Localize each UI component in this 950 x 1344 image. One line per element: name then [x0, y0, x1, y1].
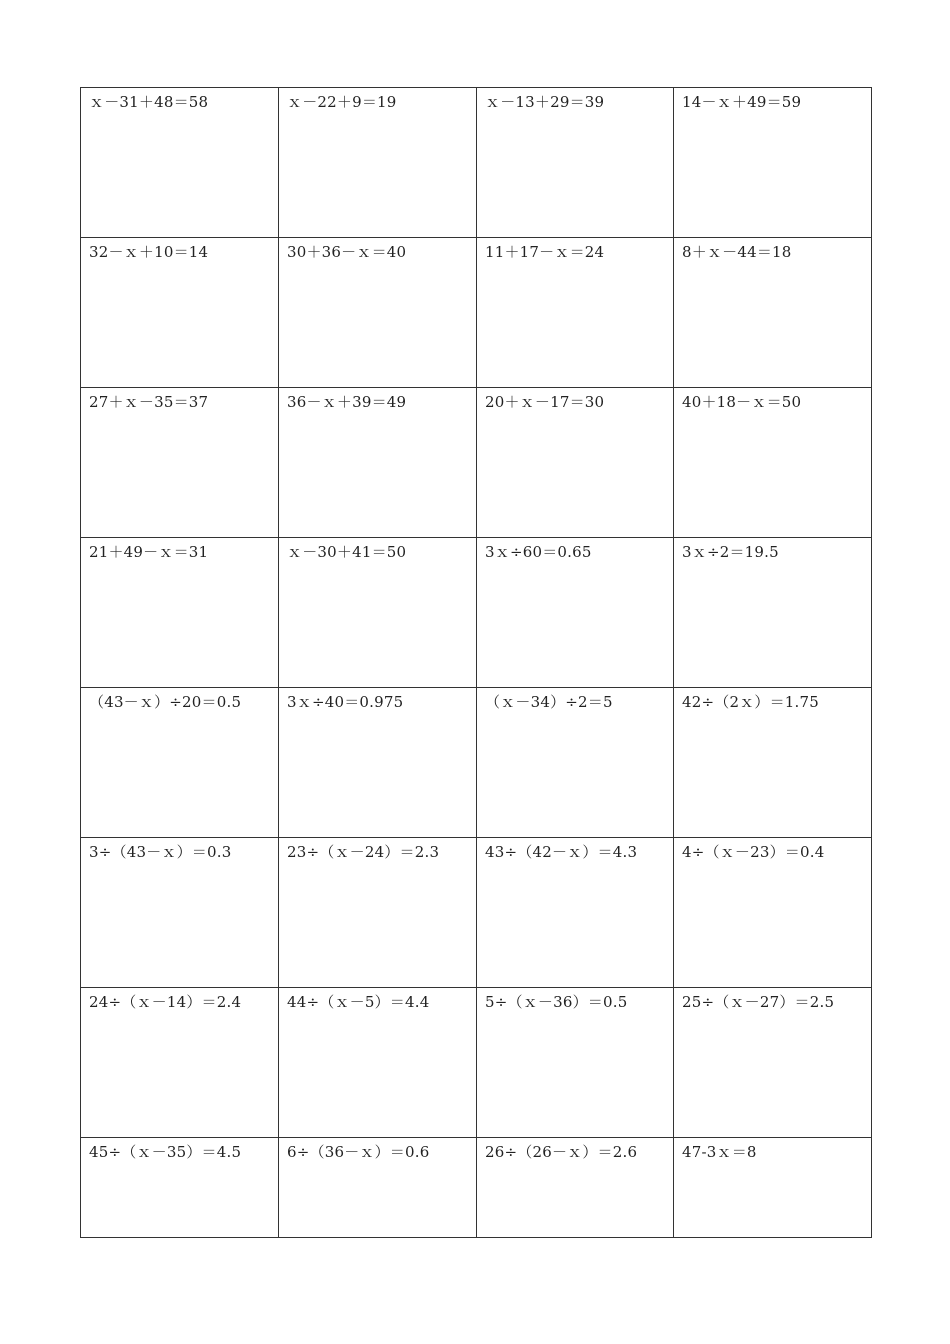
problem-cell	[279, 538, 477, 688]
problem-cell	[81, 988, 279, 1138]
equation-text: 30＋36－ｘ＝40	[287, 243, 407, 261]
problem-cell	[477, 838, 674, 988]
problem-cell	[81, 1138, 279, 1238]
problem-cell	[279, 388, 477, 538]
problem-cell	[477, 88, 674, 238]
problem-cell	[279, 238, 477, 388]
equation-text: 20＋ｘ－17＝30	[485, 393, 605, 411]
worksheet-row	[81, 988, 872, 1138]
equation-text: 6÷（36－ｘ）＝0.6	[287, 1143, 430, 1161]
problem-cell	[674, 538, 872, 688]
equation-text: 45÷（ｘ－35）＝4.5	[89, 1143, 242, 1161]
equation-text: （43－ｘ）÷20＝0.5	[89, 693, 242, 711]
equation-text: （ｘ－34）÷2＝5	[485, 693, 613, 711]
problem-cell	[81, 238, 279, 388]
problem-cell	[477, 388, 674, 538]
problem-cell	[279, 88, 477, 238]
problem-cell	[477, 688, 674, 838]
equation-text: 27＋ｘ－35＝37	[89, 393, 209, 411]
worksheet-row	[81, 838, 872, 988]
worksheet-row	[81, 388, 872, 538]
equation-text: 26÷（26－ｘ）＝2.6	[485, 1143, 638, 1161]
problem-cell	[477, 538, 674, 688]
problem-cell	[81, 688, 279, 838]
equation-text: 3÷（43－ｘ）＝0.3	[89, 843, 232, 861]
problem-cell	[279, 988, 477, 1138]
problem-cell	[674, 388, 872, 538]
equation-text: 11＋17－ｘ＝24	[485, 243, 605, 261]
equation-text: ｘ－31＋48＝58	[89, 93, 209, 111]
equation-text: 23÷（ｘ－24）＝2.3	[287, 843, 440, 861]
problem-cell	[477, 1138, 674, 1238]
problem-cell	[279, 1138, 477, 1238]
equation-text: 25÷（ｘ－27）＝2.5	[682, 993, 835, 1011]
problem-cell	[81, 838, 279, 988]
problem-cell	[674, 238, 872, 388]
problem-cell	[279, 688, 477, 838]
problem-cell	[81, 388, 279, 538]
problem-cell	[674, 88, 872, 238]
problem-cell	[477, 988, 674, 1138]
problem-cell	[674, 988, 872, 1138]
equation-text: 14－ｘ＋49＝59	[682, 93, 802, 111]
problem-cell	[674, 1138, 872, 1238]
equation-text: 40＋18－ｘ＝50	[682, 393, 802, 411]
equation-text: 32－ｘ＋10＝14	[89, 243, 209, 261]
equation-text: 44÷（ｘ－5）＝4.4	[287, 993, 430, 1011]
equation-text: 43÷（42－ｘ）＝4.3	[485, 843, 638, 861]
equation-text: ｘ－30＋41＝50	[287, 543, 407, 561]
equation-text: ｘ－13＋29＝39	[485, 93, 605, 111]
problem-cell	[81, 88, 279, 238]
equation-text: 21＋49－ｘ＝31	[89, 543, 209, 561]
equation-text: ｘ－22＋9＝19	[287, 93, 397, 111]
worksheet-row	[81, 88, 872, 238]
equation-text: 4÷（ｘ－23）＝0.4	[682, 843, 825, 861]
equation-text: 36－ｘ＋39＝49	[287, 393, 407, 411]
equation-text: 8＋ｘ－44＝18	[682, 243, 792, 261]
equation-text: 24÷（ｘ－14）＝2.4	[89, 993, 242, 1011]
equation-text: 3ｘ÷40＝0.975	[287, 693, 404, 711]
problem-cell	[477, 238, 674, 388]
worksheet-row	[81, 688, 872, 838]
problem-cell	[674, 688, 872, 838]
equation-text: 42÷（2ｘ）＝1.75	[682, 693, 819, 711]
worksheet-row	[81, 1138, 872, 1238]
equation-text: 3ｘ÷60＝0.65	[485, 543, 592, 561]
problem-cell	[674, 838, 872, 988]
problem-cell	[279, 838, 477, 988]
worksheet-row	[81, 538, 872, 688]
equation-text: 3ｘ÷2＝19.5	[682, 543, 779, 561]
equation-worksheet-table	[80, 87, 872, 1238]
problem-cell	[81, 538, 279, 688]
equation-text: 47-3ｘ＝8	[682, 1143, 757, 1161]
equation-text: 5÷（ｘ－36）＝0.5	[485, 993, 628, 1011]
worksheet-row	[81, 238, 872, 388]
